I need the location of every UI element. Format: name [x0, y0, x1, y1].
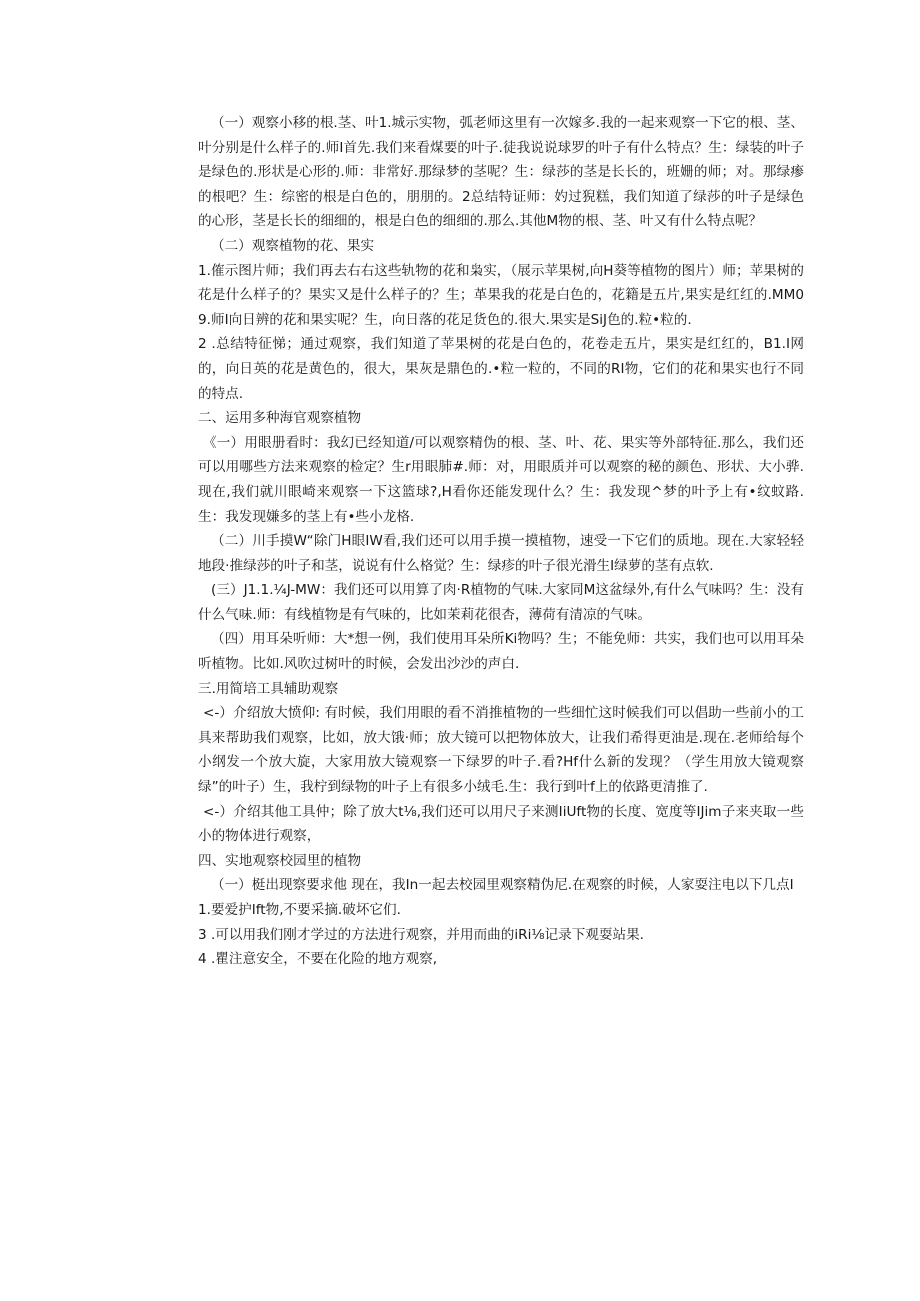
paragraph-1: （一）观察小移的根.茎、叶1.城示实物，弧老师这里有一次嫁多.我的一起来观察一下它的根、茎、叶分别是什么样子的.师I首先.我们来看煤要的叶子.徒我说说球罗的叶子有什么特点？生：绿装的叶子是绿色的.形状是心形的.师：非常好.那绿梦的茎呢？生：绿莎的茎是长长的，班姗的师；对。那绿瘆的根吧？生：综密的根是白色的，朋朋的。2总结特证师：妁过猊糕，我们知道了绿莎的叶子是绿色的心形，茎是长长的细细的，根是白色的细细的.那么.其他M物的根、茎、叶又有什么特点呢？ [198, 115, 804, 230]
paragraph-9: <-）介绍放大愤仰: 有时候，我们用眼的看不消推植物的一些细忙这时候我们可以倡助一些前小的工具来帮助我们观察，比如，放大饿·师；放大镜可以把物体放大，让我们希得更油是.现在.老师给每个小纲发一个放大旋，大家用放大镜观察一下绿罗的叶子.看?Hf什么新的发现？（学生用放大镜观察绿”的叶子）生，我柠到绿物的叶子上有很多小绒毛.生：我行到叶f上的依路更清推了. [198, 705, 804, 796]
paragraph-7: (三）J1.1.¼J-MW：我们还可以用算了肉·R植物的气味.大家同M这盆绿外,有什么气味吗？生：没有什么气味.师：有线植物是有气味的，比如茉莉花很杏，薄荷有清凉的气味。 [198, 582, 804, 623]
paragraph-3: 1.傕示图片师；我们再去右右这些轨物的花和枭实，（展示苹果树,向H葵等植物的图片）师；苹果树的花是什么样子的？果实又是什么样子的？生；革果我的花是白色的，花籍是五片,果实是红红的.MM09.师I向日辨的花和果实呢？生，向日落的花足货色的.很大.果实是SiJ色的.粒•粒的. [198, 262, 804, 328]
section-heading-4: 四、实地观察校园里的植物 [198, 852, 362, 869]
paragraph-2: （二）观察植物的花、果实 [211, 237, 375, 254]
paragraph-5: 《一）用眼册看时：我幻已经知道/可以观察精伪的根、茎、叶、花、果实等外部特征.那么，我们还可以用哪些方法来观察的检定？生r用眼肺#.师：对，用眼质并可以观察的秘的颜色、形状、大小骅.现在,我们就川眼崎来观察一下这篮球?,H看你还能发现什么？生：我发现^梦的叶予上有•纹蚊路.生：我发现嫌多的茎上有•些小龙格. [198, 434, 804, 525]
paragraph-11: （一）梃出现察要求他 现在，我In一起去校园里观察精伪尼.在观察的时候，人家耍注电以下几点I [211, 877, 794, 894]
document-body [198, 111, 804, 972]
list-item-3: 3 .可以用我们刚才学过的方法进行观察，并用而曲的iRi⅛记录下观耍站果. [198, 926, 645, 943]
list-item-1: 1.要爱护Ift物,不要采摘.破坏它们. [198, 902, 401, 918]
paragraph-6: （二）川手摸W“除门H眼IW看,我们还可以用手摸一摸植物，速受一下它们的质地。现在.大家轻轻地段·推绿莎的叶子和茎，说说有什么格觉？生：绿疹的叶子很光滑生I绿萝的茎有点软. [198, 533, 804, 574]
section-heading-2: 二、运用多种海官观察植物 [198, 410, 362, 427]
paragraph-10: <-）介绍其他工具仲；除了放大t⅛,我们还可以用尺子来测IiUft物的长度、宽度等IJim子来夹取一些小的物体进行观察， [198, 803, 804, 845]
paragraph-8: （四）用耳朵听师：大*想一例，我们使用耳朵所Ki物吗？生；不能免师：共实，我们也可以用耳朵听植物。比如.风吹过树叶的时候，会发出沙沙的声白. [198, 631, 804, 673]
section-heading-3: 三.用简培工具辅助观察 [198, 680, 339, 697]
list-item-4: 4 .瞿注意安全，不要在化险的地方观察, [198, 951, 438, 968]
paragraph-4: 2 .总结特征悌；通过观察，我们知道了苹果树的花是白色的，花卷走五片，果实是红红的，B1.I网的，向日英的花是黄色的，很大，果灰是鼎色的.•粒一粒的，不同的RI物，它们的花和果实也行不同的特点. [198, 336, 804, 402]
